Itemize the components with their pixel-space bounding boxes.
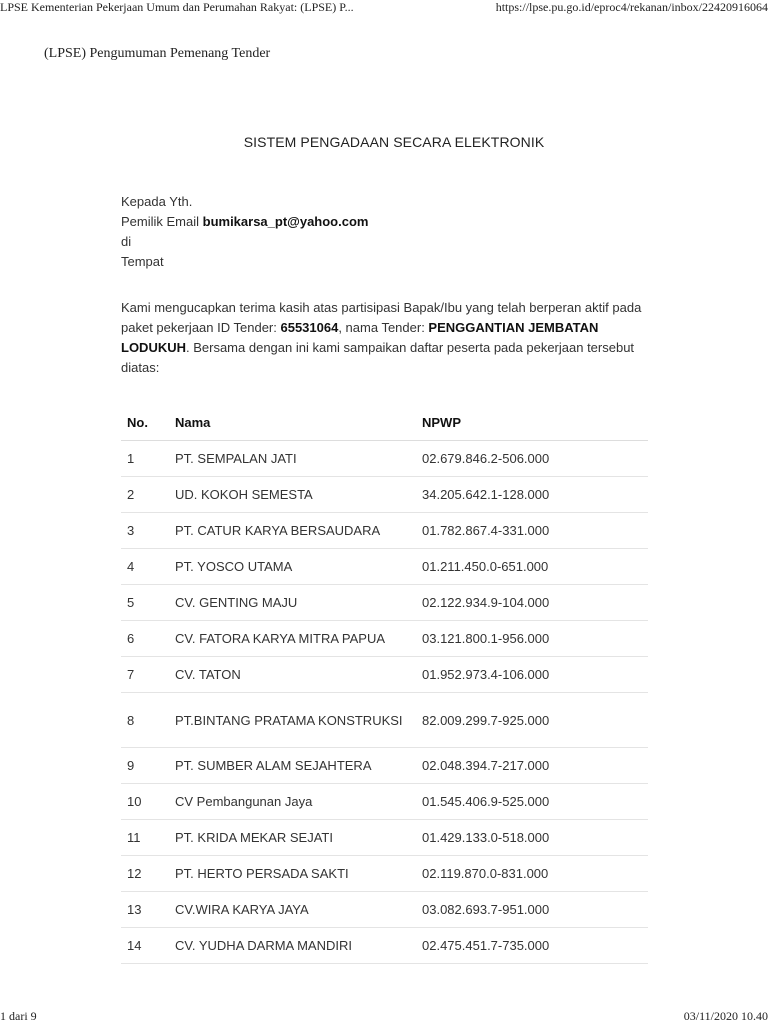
cell-nama: PT. SUMBER ALAM SEJAHTERA <box>175 758 372 773</box>
table-row <box>121 477 648 513</box>
cell-no: 1 <box>127 451 135 466</box>
cell-nama: CV. FATORA KARYA MITRA PAPUA <box>175 631 385 646</box>
table-row <box>121 928 648 964</box>
tender-name: PENGGANTIAN JEMBATAN LODUKUH <box>121 320 599 355</box>
document-title: (LPSE) Pengumuman Pemenang Tender <box>44 46 271 61</box>
cell-npwp: 03.121.800.1-956.000 <box>422 631 550 646</box>
table-row <box>121 748 648 784</box>
cell-no: 13 <box>127 902 142 917</box>
cell-npwp: 01.429.133.0-518.000 <box>422 830 550 845</box>
cell-npwp: 02.679.846.2-506.000 <box>422 451 550 466</box>
cell-npwp: 01.782.867.4-331.000 <box>422 523 550 538</box>
cell-no: 6 <box>127 631 135 646</box>
cell-no: 7 <box>127 667 135 682</box>
table-row <box>121 549 648 585</box>
cell-nama: PT. HERTO PERSADA SAKTI <box>175 866 349 881</box>
address-email-prefix: Pemilik Email <box>121 214 203 229</box>
header-no: No. <box>127 414 148 430</box>
cell-npwp: 01.952.973.4-106.000 <box>422 667 550 682</box>
table-row <box>121 784 648 820</box>
cell-npwp: 34.205.642.1-128.000 <box>422 487 550 502</box>
cell-nama: PT. KRIDA MEKAR SEJATI <box>175 830 333 845</box>
print-footer-datetime: 03/11/2020 10.40 <box>683 1009 768 1023</box>
cell-nama: PT. CATUR KARYA BERSAUDARA <box>175 523 381 538</box>
cell-no: 3 <box>127 523 135 538</box>
print-header-title: LPSE Kementerian Pekerjaan Umum dan Perumahan Rakyat: (LPSE) P... <box>0 0 354 14</box>
table-row <box>121 441 648 477</box>
print-header-url: https://lpse.pu.go.id/eproc4/rekanan/inbox/22420916064 <box>495 0 768 14</box>
cell-nama: CV. GENTING MAJU <box>175 595 298 610</box>
table-row <box>121 820 648 856</box>
cell-nama: PT. SEMPALAN JATI <box>175 451 297 466</box>
cell-no: 11 <box>127 830 141 845</box>
tender-id: 65531064 <box>280 320 339 335</box>
address-line-di: di <box>121 234 132 249</box>
cell-npwp: 03.082.693.7-951.000 <box>422 902 550 917</box>
cell-npwp: 02.122.934.9-104.000 <box>422 595 550 610</box>
cell-npwp: 82.009.299.7-925.000 <box>422 712 550 728</box>
cell-nama: UD. KOKOH SEMESTA <box>175 487 313 502</box>
recipient-email: bumikarsa_pt@yahoo.com <box>202 214 369 229</box>
table-header-row <box>121 404 648 441</box>
cell-no: 14 <box>127 938 142 953</box>
cell-no: 9 <box>127 758 135 773</box>
intro-text-1: Kami mengucapkan terima kasih atas partisipasi Bapak/Ibu yang telah berperan aktif pada paket pekerjaan ID Tender: <box>121 300 642 335</box>
cell-no: 8 <box>127 712 135 728</box>
cell-npwp: 02.048.394.7-217.000 <box>422 758 550 773</box>
cell-npwp: 01.211.450.0-651.000 <box>422 559 549 574</box>
cell-npwp: 02.119.870.0-831.000 <box>422 866 549 881</box>
cell-nama: CV.WIRA KARYA JAYA <box>175 902 309 917</box>
cell-no: 12 <box>127 866 142 881</box>
address-line-greeting: Kepada Yth. <box>121 194 193 209</box>
cell-no: 4 <box>127 559 135 574</box>
intro-text-3: . Bersama dengan ini kami sampaikan daftar peserta pada pekerjaan tersebut diatas: <box>121 340 635 375</box>
table-row <box>121 892 648 928</box>
cell-nama: CV Pembangunan Jaya <box>175 794 313 809</box>
participants-table <box>121 404 648 964</box>
cell-nama: CV. TATON <box>175 667 241 682</box>
address-line-place: Tempat <box>121 254 164 269</box>
cell-nama: CV. YUDHA DARMA MANDIRI <box>175 938 352 953</box>
cell-npwp: 02.475.451.7-735.000 <box>422 938 550 953</box>
cell-npwp: 01.545.406.9-525.000 <box>422 794 550 809</box>
intro-text-2: , nama Tender: <box>338 320 429 335</box>
intro-paragraph <box>121 298 651 378</box>
table-row <box>121 513 648 549</box>
table-row <box>121 621 648 657</box>
cell-no: 10 <box>127 794 142 809</box>
table-row <box>121 657 648 693</box>
cell-nama: PT.BINTANG PRATAMA KONSTRUKSI <box>175 712 403 728</box>
cell-no: 5 <box>127 595 135 610</box>
table-row <box>121 856 648 892</box>
table-row <box>121 585 648 621</box>
print-footer-page: 1 dari 9 <box>0 1009 37 1023</box>
main-title: SISTEM PENGADAAN SECARA ELEKTRONIK <box>243 134 545 150</box>
cell-no: 2 <box>127 487 135 502</box>
header-nama: Nama <box>175 414 211 430</box>
cell-nama: PT. YOSCO UTAMA <box>175 559 293 574</box>
address-line-email <box>121 212 651 232</box>
table-row <box>121 693 648 748</box>
address-block <box>121 192 651 272</box>
header-npwp: NPWP <box>422 414 461 430</box>
